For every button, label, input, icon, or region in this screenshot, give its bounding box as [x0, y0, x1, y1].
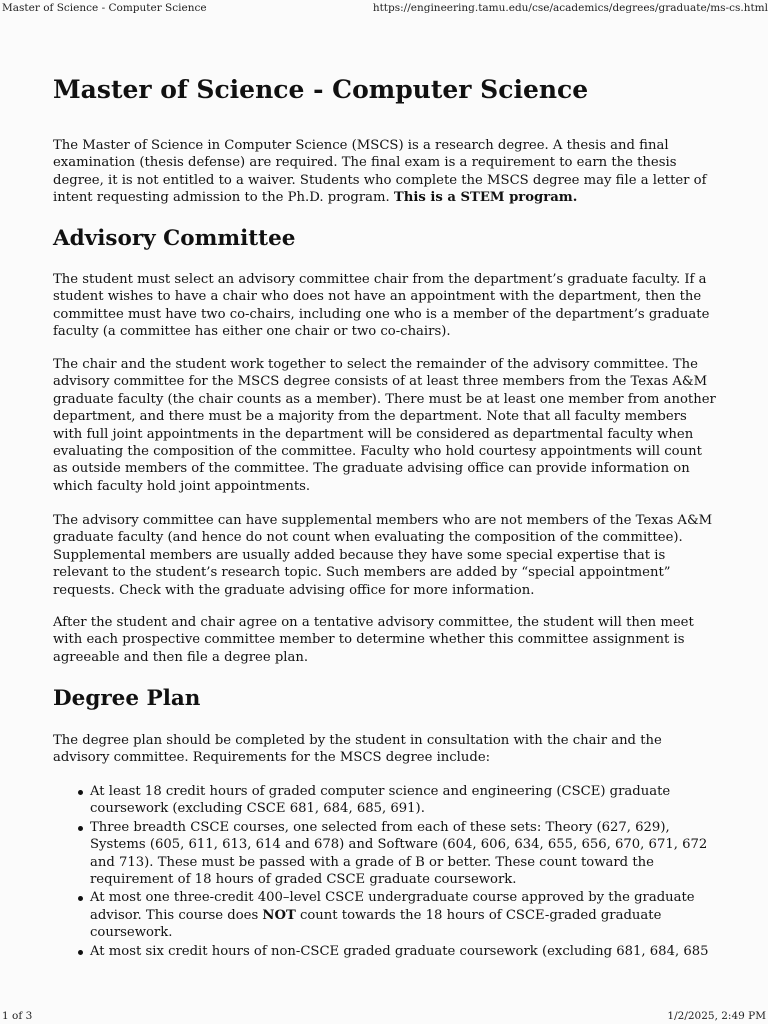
page-number: 1 of 3 — [2, 1010, 33, 1022]
advisory-committee-heading: Advisory Committee — [53, 226, 296, 251]
print-footer — [0, 1008, 768, 1024]
advisory-paragraph-3: The advisory committee can have supplemental members who are not members of the Texas A&M graduate faculty (and hence do not count when evaluating the composition of the committee). Supplemental members are usually added because they have some special expertise that is relevant to the student’s research topic. Such members are added by “special appointment” requests. Check with the graduate advising office for more information. — [53, 513, 713, 598]
list-item: At most six credit hours of non-CSCE graded graduate coursework (excluding 681, 684, 685 — [90, 943, 718, 960]
advisory-paragraph-4: After the student and chair agree on a tentative advisory committee, the student will then meet with each prospective committee member to determine whether this committee assignment is agreeable and then file a degree plan. — [53, 615, 694, 665]
degree-requirements-list — [53, 783, 718, 961]
advisory-paragraph-2: The chair and the student work together to select the remainder of the advisory committee. The advisory committee for the MSCS degree consists of at least three members from the Texas A&M graduate faculty (the chair counts as a member). There must be at least one member from another department, and there must be a majority from the department. Note that all faculty members with full joint appointments in the department will be considered as departmental faculty when evaluating the composition of the committee. Faculty who hold courtesy appointments will count as outside members of the committee. The graduate advising office can provide information on which faculty hold joint appointments. — [53, 357, 716, 494]
print-timestamp: 1/2/2025, 2:49 PM — [667, 1010, 766, 1022]
intro-text: The Master of Science in Computer Science (MSCS) is a research degree. A thesis and final examination (thesis defense) are required. The final exam is a requirement to earn the thesis degree, it is not entitled to a waiver. Students who complete the MSCS degree may file a letter of intent requesting admission to the Ph.D. program. — [53, 138, 707, 206]
stem-note: This is a STEM program. — [393, 190, 578, 206]
list-item: At most one three-credit 400–level CSCE undergraduate course approved by the graduate advisor. This course does NOT count towards the 18 hours of CSCE-graded graduate coursework. — [90, 889, 718, 941]
degree-plan-heading: Degree Plan — [53, 686, 201, 711]
intro-paragraph — [53, 137, 718, 207]
list-item: At least 18 credit hours of graded computer science and engineering (CSCE) graduate coursework (excluding CSCE 681, 684, 685, 691). — [90, 783, 718, 818]
print-header — [0, 0, 768, 16]
article-title: Master of Science - Computer Science — [53, 75, 589, 104]
page-title: Master of Science - Computer Science — [2, 2, 207, 14]
emphasis-not: NOT — [262, 907, 296, 923]
advisory-paragraph-1: The student must select an advisory committee chair from the department’s graduate faculty. If a student wishes to have a chair who does not have an appointment with the department, then the committee must have two co-chairs, including one who is a member of the department’s graduate faculty (a committee has either one chair or two co-chairs). — [53, 272, 710, 340]
page-url[interactable]: https://engineering.tamu.edu/cse/academics/degrees/graduate/ms-cs.html — [372, 2, 768, 14]
degree-plan-intro: The degree plan should be completed by the student in consultation with the chair and the advisory committee. Requirements for the MSCS degree include: — [53, 733, 662, 766]
list-item: Three breadth CSCE courses, one selected from each of these sets: Theory (627, 629), Systems (605, 611, 613, 614 and 678) and Software (604, 606, 634, 655, 656, 670, 671, 672 and 713). These must be passed with a grade of B or better. These count toward the requirement of 18 hours of graded CSCE graduate coursework. — [90, 819, 718, 889]
